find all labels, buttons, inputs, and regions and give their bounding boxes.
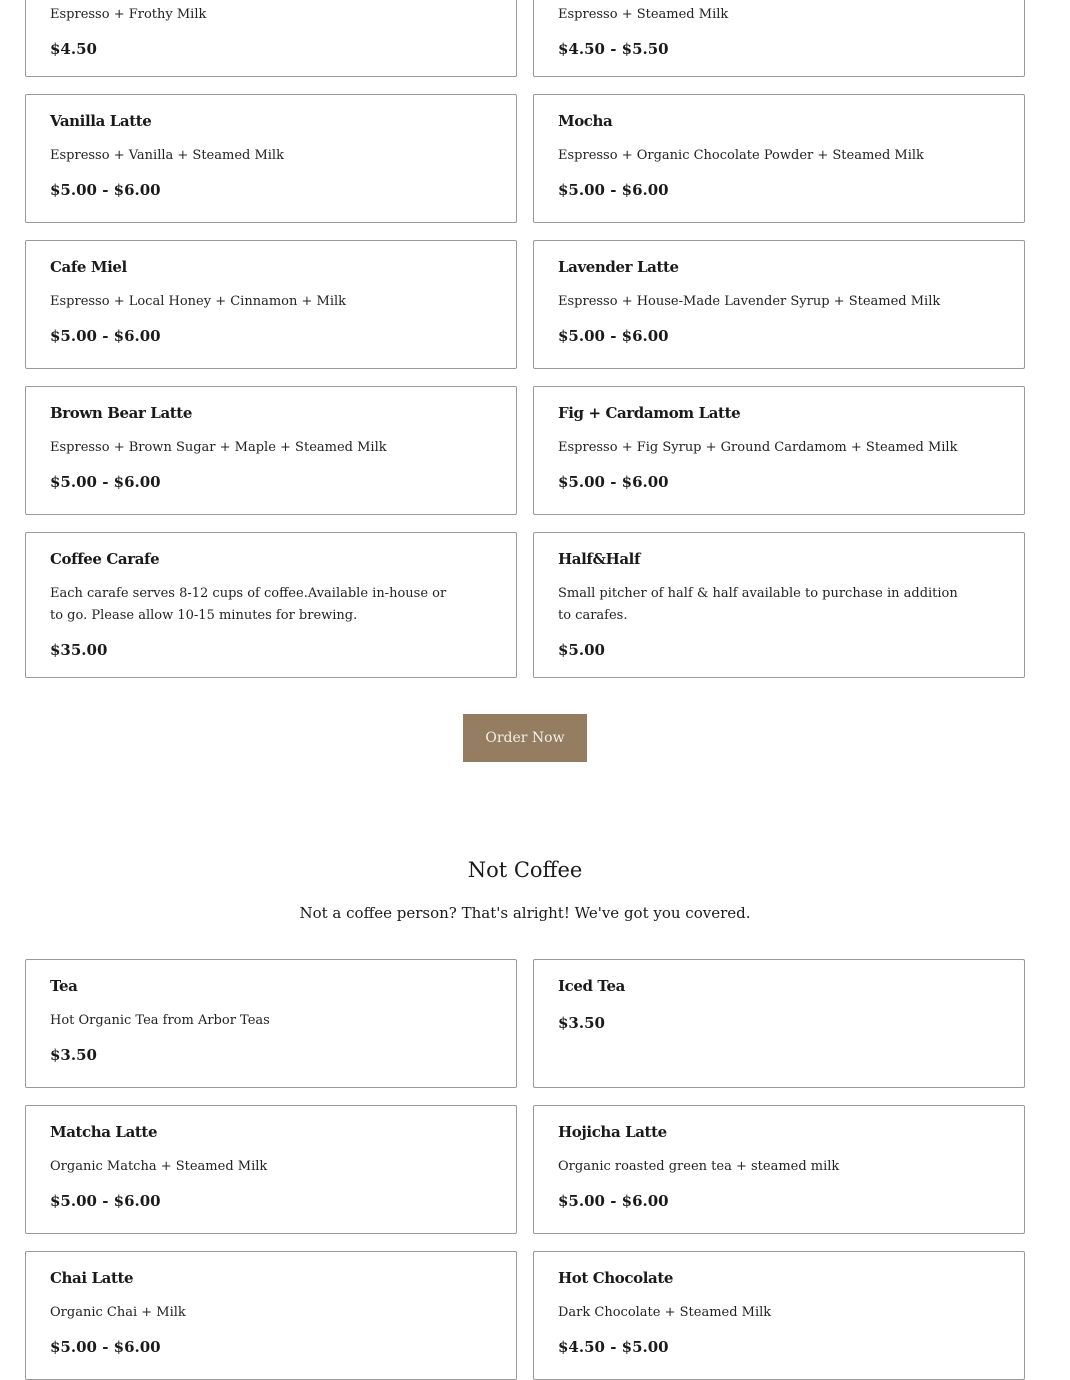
menu-item-description: Espresso + Steamed Milk [558, 7, 729, 22]
menu-item-name: Tea [50, 977, 78, 995]
menu-item-name: Mocha [558, 112, 613, 130]
menu-item-card [25, 240, 517, 369]
section-title: Not Coffee [467, 858, 583, 882]
menu-item-price: $3.50 [558, 1014, 605, 1032]
menu-item-card [25, 386, 517, 515]
menu-item-name: Fig + Cardamom Latte [558, 404, 741, 422]
menu-item-description: Espresso + Frothy Milk [50, 7, 207, 22]
order-now-button[interactable]: Order Now [463, 714, 587, 762]
menu-item-card [25, 1105, 517, 1234]
menu-item-card [25, 0, 517, 77]
menu-item-price: $4.50 - $5.50 [558, 40, 669, 58]
menu-item-price: $5.00 - $6.00 [50, 1338, 161, 1356]
menu-item-card [533, 240, 1025, 369]
menu-item-card [25, 959, 517, 1088]
menu-item-price: $5.00 - $6.00 [558, 327, 669, 345]
menu-item-price: $35.00 [50, 641, 108, 659]
coffee-menu-grid [25, 0, 1025, 678]
menu-item-price: $5.00 - $6.00 [50, 181, 161, 199]
menu-item-name: Brown Bear Latte [50, 404, 192, 422]
menu-item-name: Lavender Latte [558, 258, 679, 276]
menu-item-card [25, 532, 517, 678]
menu-item-name: Hot Chocolate [558, 1269, 674, 1287]
menu-item-name: Iced Tea [558, 977, 625, 995]
menu-item-price: $5.00 - $6.00 [50, 327, 161, 345]
menu-item-card [25, 94, 517, 223]
menu-item-price: $5.00 - $6.00 [558, 1192, 669, 1210]
menu-item-description: Each carafe serves 8-12 cups of coffee.Available in-house or to go. Please allow 10-15 minutes for brewing. [50, 586, 447, 623]
menu-item-description: Espresso + Local Honey + Cinnamon + Milk [50, 294, 347, 309]
menu-item-card [533, 1251, 1025, 1380]
menu-item-price: $5.00 [558, 641, 605, 659]
menu-item-description: Espresso + Fig Syrup + Ground Cardamom + Steamed Milk [558, 440, 958, 455]
menu-item-description: Organic Matcha + Steamed Milk [50, 1159, 268, 1174]
menu-item-card [533, 959, 1025, 1088]
menu-item-description: Espresso + House-Made Lavender Syrup + Steamed Milk [558, 294, 941, 309]
menu-item-name: Hojicha Latte [558, 1123, 667, 1141]
menu-item-description: Espresso + Organic Chocolate Powder + Steamed Milk [558, 148, 924, 163]
menu-item-price: $5.00 - $6.00 [50, 473, 161, 491]
menu-item-description: Organic Chai + Milk [50, 1305, 186, 1320]
menu-item-price: $5.00 - $6.00 [558, 473, 669, 491]
menu-item-description: Espresso + Brown Sugar + Maple + Steamed Milk [50, 440, 387, 455]
menu-item-price: $5.00 - $6.00 [558, 181, 669, 199]
menu-item-name: Coffee Carafe [50, 550, 160, 568]
not-coffee-menu-grid [25, 959, 1025, 1380]
menu-item-description: Hot Organic Tea from Arbor Teas [50, 1013, 270, 1028]
menu-item-name: Chai Latte [50, 1269, 134, 1287]
menu-item-card [533, 386, 1025, 515]
menu-item-card [533, 1105, 1025, 1234]
menu-item-price: $4.50 - $5.00 [558, 1338, 669, 1356]
menu-item-description: Organic roasted green tea + steamed milk [558, 1159, 840, 1174]
menu-item-price: $5.00 - $6.00 [50, 1192, 161, 1210]
menu-item-card [533, 94, 1025, 223]
menu-item-card [533, 532, 1025, 678]
menu-item-description: Dark Chocolate + Steamed Milk [558, 1305, 772, 1320]
menu-item-card [25, 1251, 517, 1380]
menu-item-description: Small pitcher of half & half available to purchase in addition to carafes. [558, 586, 958, 623]
section-subtitle: Not a coffee person? That's alright! We've got you covered. [299, 904, 751, 922]
menu-item-name: Vanilla Latte [50, 112, 152, 130]
menu-item-name: Half&Half [558, 550, 641, 568]
menu-item-description: Espresso + Vanilla + Steamed Milk [50, 148, 284, 163]
menu-item-price: $4.50 [50, 40, 97, 58]
menu-item-name: Cafe Miel [50, 258, 127, 276]
menu-item-name: Matcha Latte [50, 1123, 158, 1141]
menu-item-card [533, 0, 1025, 77]
menu-item-price: $3.50 [50, 1046, 97, 1064]
